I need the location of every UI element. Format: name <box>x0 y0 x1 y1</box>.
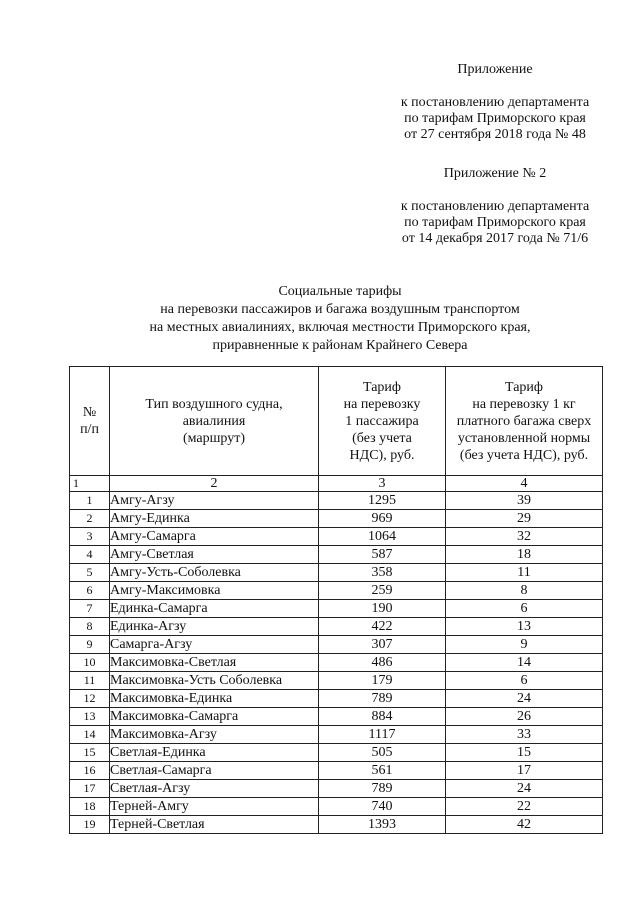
route-cell: Амгу-Максимовка <box>110 582 319 600</box>
baggage-tariff-cell: 9 <box>446 636 603 654</box>
baggage-tariff-cell: 26 <box>446 708 603 726</box>
table-row <box>70 744 603 762</box>
row-number-cell: 4 <box>70 546 110 564</box>
title-line: на местных авиалиниях, включая местности Приморского края, <box>149 320 531 335</box>
row-number-cell: 1 <box>70 492 110 510</box>
header-passenger-tariff <box>319 367 446 476</box>
row-number-cell: 10 <box>70 654 110 672</box>
route-cell: Самарга-Агзу <box>110 636 319 654</box>
column-index-row <box>70 476 603 492</box>
table-row <box>70 690 603 708</box>
header-route <box>110 367 319 476</box>
appendix-1-line: к постановлению департамента <box>400 95 590 110</box>
index-cell: 3 <box>319 476 446 492</box>
header-number <box>70 367 110 476</box>
passenger-tariff-cell: 179 <box>319 672 446 690</box>
row-number-cell: 7 <box>70 600 110 618</box>
appendix-1-line: по тарифам Приморского края <box>404 111 586 126</box>
passenger-tariff-cell: 969 <box>319 510 446 528</box>
baggage-tariff-cell: 14 <box>446 654 603 672</box>
header-line: НДС), руб. <box>349 447 415 463</box>
route-cell: Максимовка-Самарга <box>110 708 319 726</box>
table-row <box>70 780 603 798</box>
table-row <box>70 762 603 780</box>
row-number-cell: 17 <box>70 780 110 798</box>
table-row <box>70 546 603 564</box>
appendix-2-title: Приложение № 2 <box>443 166 547 181</box>
route-cell: Светлая-Агзу <box>110 780 319 798</box>
row-number-cell: 3 <box>70 528 110 546</box>
index-cell: 4 <box>446 476 603 492</box>
baggage-tariff-cell: 11 <box>446 564 603 582</box>
baggage-tariff-cell: 17 <box>446 762 603 780</box>
title-line: на перевозки пассажиров и багажа воздушным транспортом <box>160 302 520 317</box>
table-row <box>70 636 603 654</box>
baggage-tariff-cell: 29 <box>446 510 603 528</box>
route-cell: Единка-Самарга <box>110 600 319 618</box>
header-line: Тариф <box>505 379 543 395</box>
header-line: установленной нормы <box>457 430 591 446</box>
baggage-tariff-cell: 33 <box>446 726 603 744</box>
row-number-cell: 11 <box>70 672 110 690</box>
baggage-tariff-cell: 42 <box>446 816 603 834</box>
header-line: авиалиния <box>182 413 246 429</box>
table-row <box>70 564 603 582</box>
row-number-cell: 14 <box>70 726 110 744</box>
appendix-2-block <box>380 166 610 247</box>
row-number-cell: 5 <box>70 564 110 582</box>
appendix-2-line: по тарифам Приморского края <box>404 215 586 230</box>
baggage-tariff-cell: 6 <box>446 672 603 690</box>
route-cell: Амгу-Светлая <box>110 546 319 564</box>
route-cell: Максимовка-Усть Соболевка <box>110 672 319 690</box>
table-row <box>70 528 603 546</box>
passenger-tariff-cell: 561 <box>319 762 446 780</box>
route-cell: Светлая-Единка <box>110 744 319 762</box>
table-row <box>70 600 603 618</box>
passenger-tariff-cell: 505 <box>319 744 446 762</box>
route-cell: Максимовка-Светлая <box>110 654 319 672</box>
header-line: 1 пассажира <box>345 413 419 429</box>
route-cell: Максимовка-Агзу <box>110 726 319 744</box>
route-cell: Светлая-Самарга <box>110 762 319 780</box>
table-row <box>70 672 603 690</box>
baggage-tariff-cell: 18 <box>446 546 603 564</box>
document-title <box>90 283 590 355</box>
table-row <box>70 510 603 528</box>
index-cell: 1 <box>70 476 110 492</box>
passenger-tariff-cell: 587 <box>319 546 446 564</box>
route-cell: Амгу-Самарга <box>110 528 319 546</box>
header-line: Тариф <box>363 379 401 395</box>
passenger-tariff-cell: 486 <box>319 654 446 672</box>
passenger-tariff-cell: 789 <box>319 780 446 798</box>
table-row <box>70 582 603 600</box>
row-number-cell: 19 <box>70 816 110 834</box>
appendix-1-title: Приложение <box>457 62 533 77</box>
header-baggage-tariff <box>446 367 603 476</box>
baggage-tariff-cell: 22 <box>446 798 603 816</box>
header-line: Тип воздушного судна, <box>145 396 283 412</box>
table-header-row <box>70 367 603 476</box>
route-cell: Амгу-Агзу <box>110 492 319 510</box>
route-cell: Амгу-Единка <box>110 510 319 528</box>
route-cell: Единка-Агзу <box>110 618 319 636</box>
passenger-tariff-cell: 789 <box>319 690 446 708</box>
passenger-tariff-cell: 307 <box>319 636 446 654</box>
passenger-tariff-cell: 1117 <box>319 726 446 744</box>
baggage-tariff-cell: 24 <box>446 780 603 798</box>
baggage-tariff-cell: 6 <box>446 600 603 618</box>
passenger-tariff-cell: 259 <box>319 582 446 600</box>
baggage-tariff-cell: 39 <box>446 492 603 510</box>
header-line: п/п <box>80 422 99 437</box>
table-row <box>70 816 603 834</box>
route-cell: Терней-Светлая <box>110 816 319 834</box>
route-cell: Амгу-Усть-Соболевка <box>110 564 319 582</box>
title-line: приравненные к районам Крайнего Севера <box>212 338 468 353</box>
appendix-2-line: от 14 декабря 2017 года № 71/6 <box>401 231 589 246</box>
passenger-tariff-cell: 190 <box>319 600 446 618</box>
title-line: Социальные тарифы <box>278 284 402 299</box>
passenger-tariff-cell: 358 <box>319 564 446 582</box>
table-row <box>70 492 603 510</box>
row-number-cell: 16 <box>70 762 110 780</box>
row-number-cell: 2 <box>70 510 110 528</box>
row-number-cell: 6 <box>70 582 110 600</box>
header-line: № <box>82 405 97 420</box>
passenger-tariff-cell: 1393 <box>319 816 446 834</box>
baggage-tariff-cell: 32 <box>446 528 603 546</box>
header-line: (без учета <box>352 430 412 446</box>
table-row <box>70 654 603 672</box>
passenger-tariff-cell: 1295 <box>319 492 446 510</box>
baggage-tariff-cell: 8 <box>446 582 603 600</box>
table-row <box>70 618 603 636</box>
passenger-tariff-cell: 740 <box>319 798 446 816</box>
table-row <box>70 708 603 726</box>
passenger-tariff-cell: 884 <box>319 708 446 726</box>
route-cell: Максимовка-Единка <box>110 690 319 708</box>
passenger-tariff-cell: 1064 <box>319 528 446 546</box>
table-row <box>70 726 603 744</box>
appendix-1-line: от 27 сентября 2018 года № 48 <box>404 127 586 142</box>
baggage-tariff-cell: 15 <box>446 744 603 762</box>
passenger-tariff-cell: 422 <box>319 618 446 636</box>
appendix-2-line: к постановлению департамента <box>400 199 590 214</box>
baggage-tariff-cell: 24 <box>446 690 603 708</box>
row-number-cell: 13 <box>70 708 110 726</box>
header-line: на перевозку 1 кг <box>472 396 576 412</box>
tariffs-table <box>69 366 603 834</box>
row-number-cell: 9 <box>70 636 110 654</box>
table-row <box>70 798 603 816</box>
row-number-cell: 12 <box>70 690 110 708</box>
header-line: на перевозку <box>343 396 421 412</box>
row-number-cell: 18 <box>70 798 110 816</box>
appendix-1-block <box>380 62 610 143</box>
route-cell: Терней-Амгу <box>110 798 319 816</box>
header-line: (маршрут) <box>182 430 245 446</box>
baggage-tariff-cell: 13 <box>446 618 603 636</box>
index-cell: 2 <box>110 476 319 492</box>
row-number-cell: 15 <box>70 744 110 762</box>
header-line: платного багажа сверх <box>456 413 592 429</box>
header-line: (без учета НДС), руб. <box>459 447 589 463</box>
row-number-cell: 8 <box>70 618 110 636</box>
